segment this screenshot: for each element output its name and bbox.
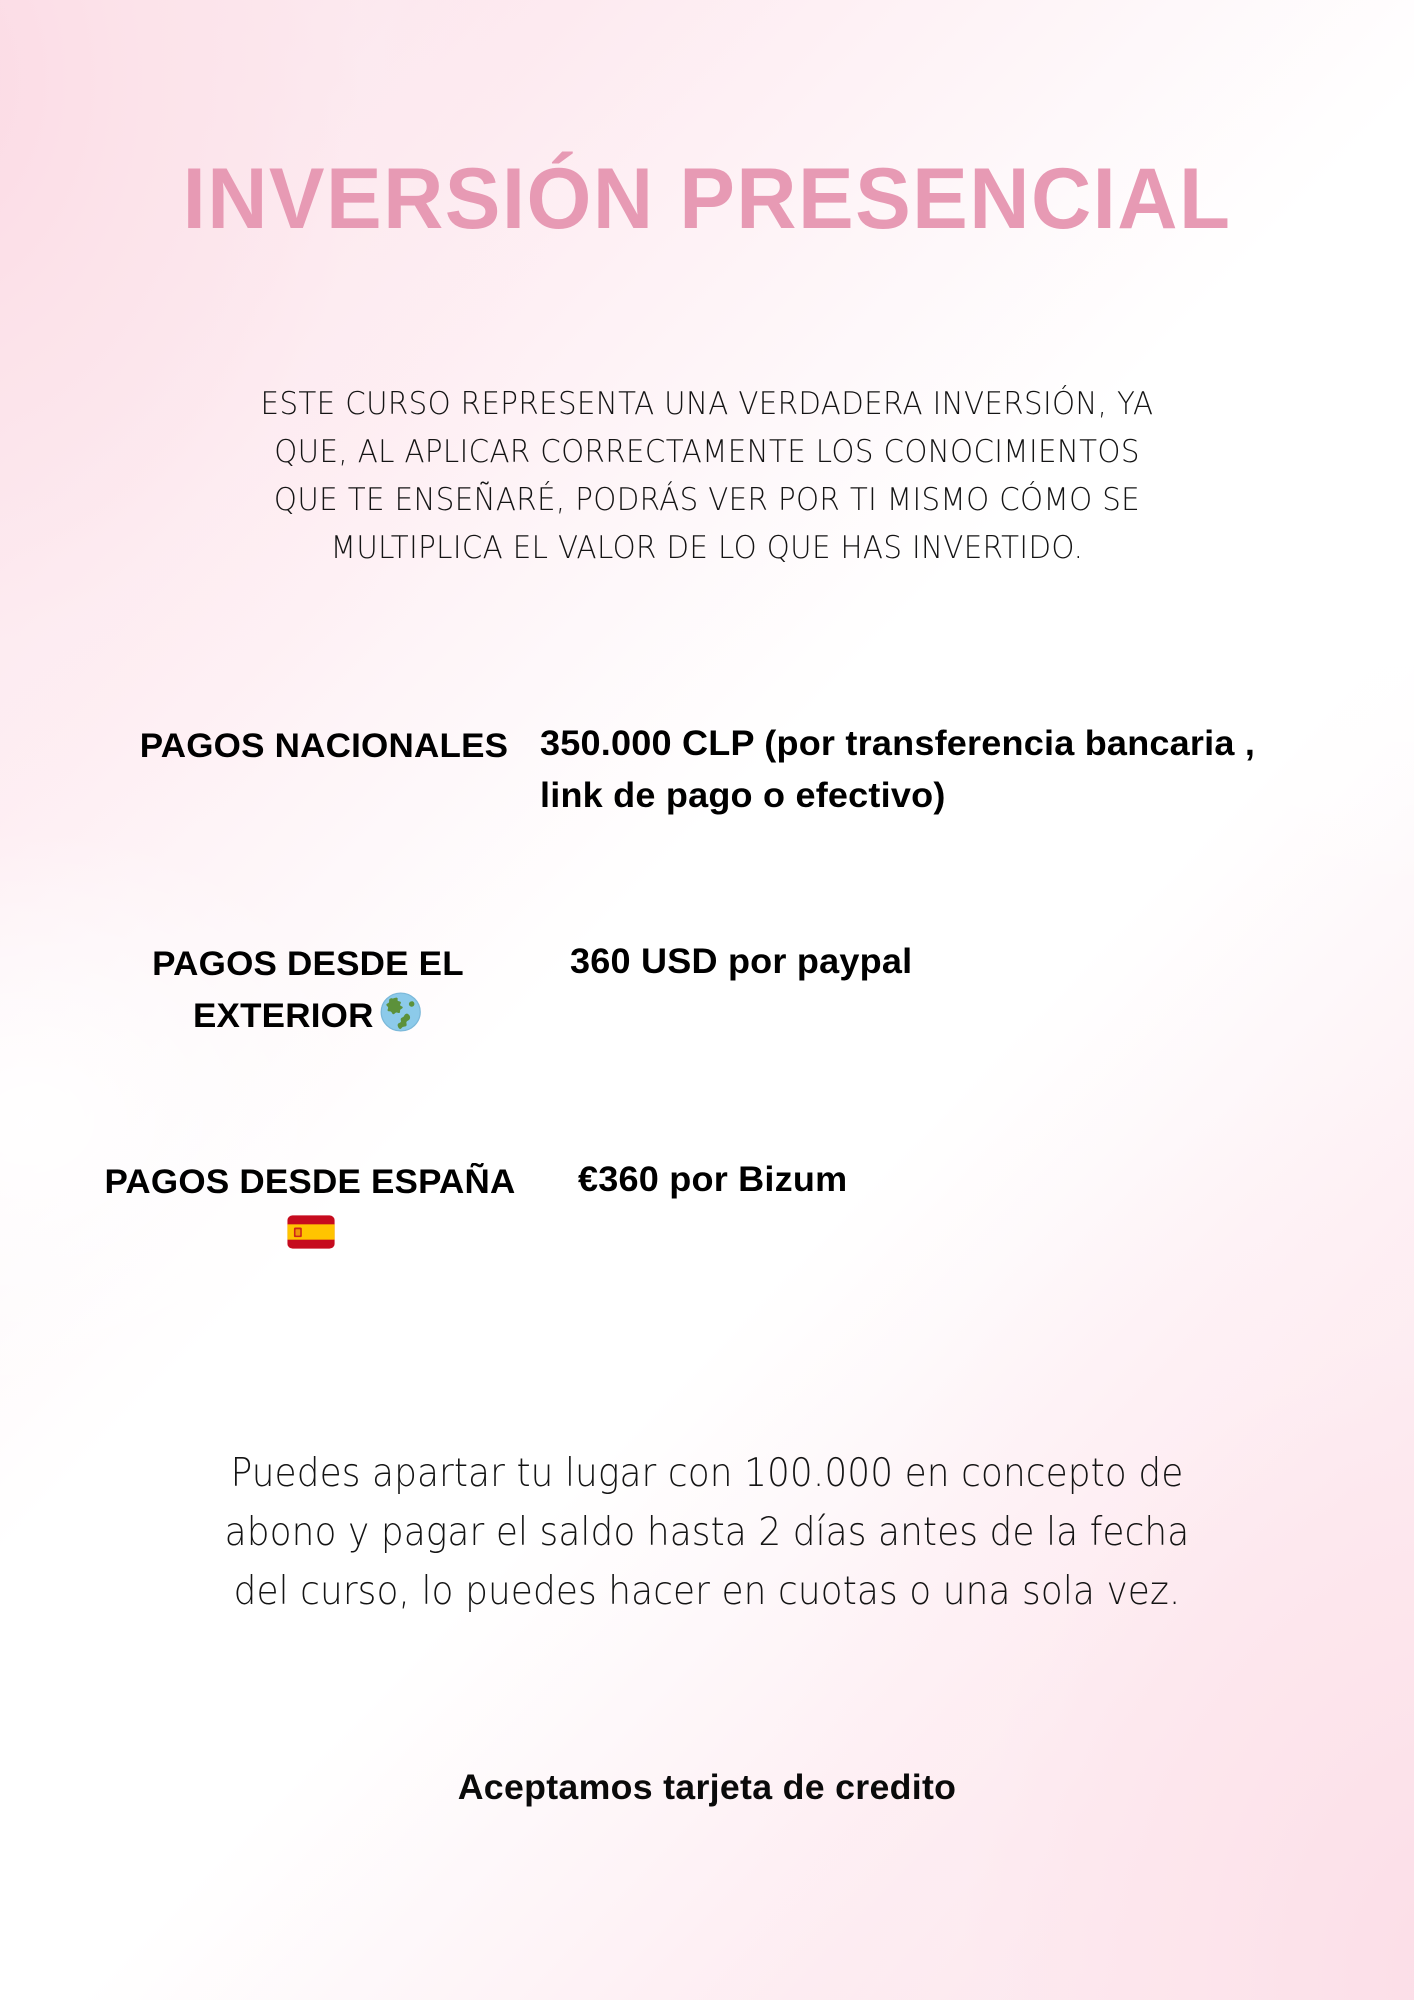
- payment-row-value: 350.000 CLP (por transferencia bancaria , link de pago o efectivo): [540, 724, 1256, 815]
- payment-row-label-wrap: [94, 1156, 527, 1260]
- payment-row-label: PAGOS DESDE ESPAÑA: [104, 1163, 516, 1201]
- credit-card-tagline: Aceptamos tarjeta de credito: [457, 1768, 957, 1807]
- globe-americas-icon: [378, 990, 423, 1034]
- payment-options-list: [0, 718, 1414, 1372]
- intro-paragraph: ESTE CURSO REPRESENTA UNA VERDADERA INVERSIÓN, YA QUE, AL APLICAR CORRECTAMENTE LOS CONOCIMIENTOS QUE TE ENSEÑARÉ, PODRÁS VER POR TI MISMO CÓMO SE MULTIPLICA EL VALOR DE LO QUE HAS INVERTIDO.: [260, 385, 1154, 566]
- payment-row-espana: [0, 1154, 1414, 1372]
- payment-row-label-wrap: [81, 938, 534, 1042]
- spain-flag-icon: [287, 1215, 334, 1249]
- payment-row-value: €360 por Bizum: [578, 1160, 848, 1199]
- payment-row-label: PAGOS DESDE EL EXTERIOR: [152, 945, 464, 1035]
- page-title: INVERSIÓN PRESENCIAL: [182, 150, 1232, 247]
- outro-paragraph: Puedes apartar tu lugar con 100.000 en concepto de abono y pagar el saldo hasta 2 días antes de la fecha del curso, lo puedes hacer en cuotas o una sola vez.: [224, 1451, 1190, 1614]
- payment-row-label: PAGOS NACIONALES: [139, 727, 509, 765]
- payment-row-value: 360 USD por paypal: [570, 942, 913, 981]
- payment-row-nacionales: [0, 718, 1414, 936]
- payment-row-exterior: [0, 936, 1414, 1154]
